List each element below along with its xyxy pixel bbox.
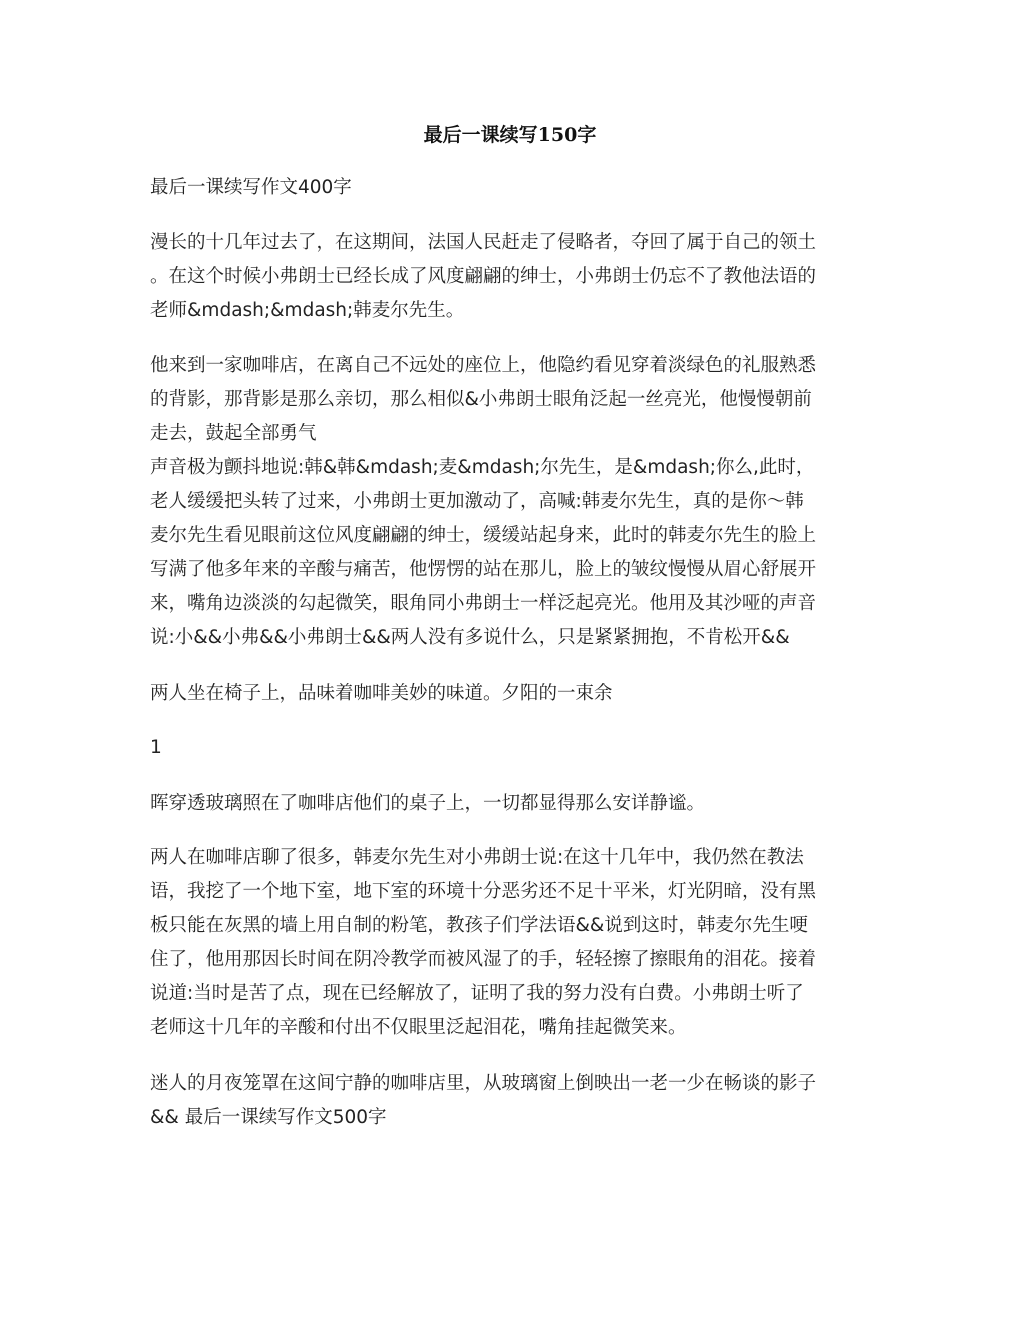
text-line: && 最后一课续写作文500字 xyxy=(150,1107,387,1128)
subtitle-line: 最后一课续写作文400字 xyxy=(150,177,352,198)
text-line: 他来到一家咖啡店，在离自己不远处的座位上，他隐约看见穿着淡绿色的礼服熟悉 xyxy=(150,355,817,376)
paragraph-4 xyxy=(150,787,875,821)
text-line: 写满了他多年来的辛酸与痛苦，他愣愣的站在那儿，脸上的皱纹慢慢从眉心舒展开 xyxy=(150,559,817,580)
text-line: 走去，鼓起全部勇气 xyxy=(150,423,317,444)
paragraph-1 xyxy=(150,226,875,328)
text-line: 说道:当时是苦了点，现在已经解放了，证明了我的努力没有白费。小弗朗士听了 xyxy=(150,983,804,1004)
document-title: 最后一课续写150字 xyxy=(423,124,597,146)
text-line: 来，嘴角边淡淡的勾起微笑，眼角同小弗朗士一样泛起亮光。他用及其沙哑的声音 xyxy=(150,593,817,614)
paragraph-3 xyxy=(150,677,875,711)
text-line: 老人缓缓把头转了过来，小弗朗士更加激动了，高喊:韩麦尔先生，真的是你～韩 xyxy=(150,491,804,512)
text-line: 说:小&&小弗&&小弗朗士&&两人没有多说什么，只是紧紧拥抱，不肯松开&& xyxy=(150,627,790,648)
paragraph-6 xyxy=(150,1067,875,1135)
text-line: 的背影，那背影是那么亲切，那么相似&小弗朗士眼角泛起一丝亮光，他慢慢朝前 xyxy=(150,389,812,410)
document-subtitle xyxy=(150,171,875,205)
text-line: 老师这十几年的辛酸和付出不仅眼里泛起泪花，嘴角挂起微笑来。 xyxy=(150,1017,687,1038)
text-line: 。在这个时候小弗朗士已经长成了风度翩翩的绅士，小弗朗士仍忘不了教他法语的 xyxy=(150,266,817,287)
text-line: 两人在咖啡店聊了很多，韩麦尔先生对小弗朗士说:在这十几年中，我仍然在教法 xyxy=(150,847,804,868)
text-line: 板只能在灰黑的墙上用自制的粉笔，教孩子们学法语&&说到这时，韩麦尔先生哽 xyxy=(150,915,808,936)
text-line: 声音极为颤抖地说:韩&韩&mdash;麦&mdash;尔先生，是&mdash;你么,此时， xyxy=(150,457,815,478)
text-line: 麦尔先生看见眼前这位风度翩翩的绅士，缓缓站起身来，此时的韩麦尔先生的脸上 xyxy=(150,525,817,546)
text-line: 迷人的月夜笼罩在这间宁静的咖啡店里，从玻璃窗上倒映出一老一少在畅谈的影子 xyxy=(150,1073,817,1094)
page-number xyxy=(150,731,875,765)
text-line: 晖穿透玻璃照在了咖啡店他们的桌子上，一切都显得那么安详静谧。 xyxy=(150,793,706,814)
page-number-text: 1 xyxy=(150,737,162,758)
text-line: 语，我挖了一个地下室，地下室的环境十分恶劣还不足十平米，灯光阴暗，没有黑 xyxy=(150,881,817,902)
text-line: 漫长的十几年过去了，在这期间，法国人民赶走了侵略者，夺回了属于自己的领土 xyxy=(150,232,817,253)
text-line: 两人坐在椅子上，品味着咖啡美妙的味道。夕阳的一束余 xyxy=(150,683,613,704)
text-line: 老师&mdash;&mdash;韩麦尔先生。 xyxy=(150,300,465,321)
text-line: 住了，他用那因长时间在阴冷教学而被风湿了的手，轻轻擦了擦眼角的泪花。接着 xyxy=(150,949,817,970)
paragraph-5 xyxy=(150,841,875,1045)
paragraph-2 xyxy=(150,349,875,655)
